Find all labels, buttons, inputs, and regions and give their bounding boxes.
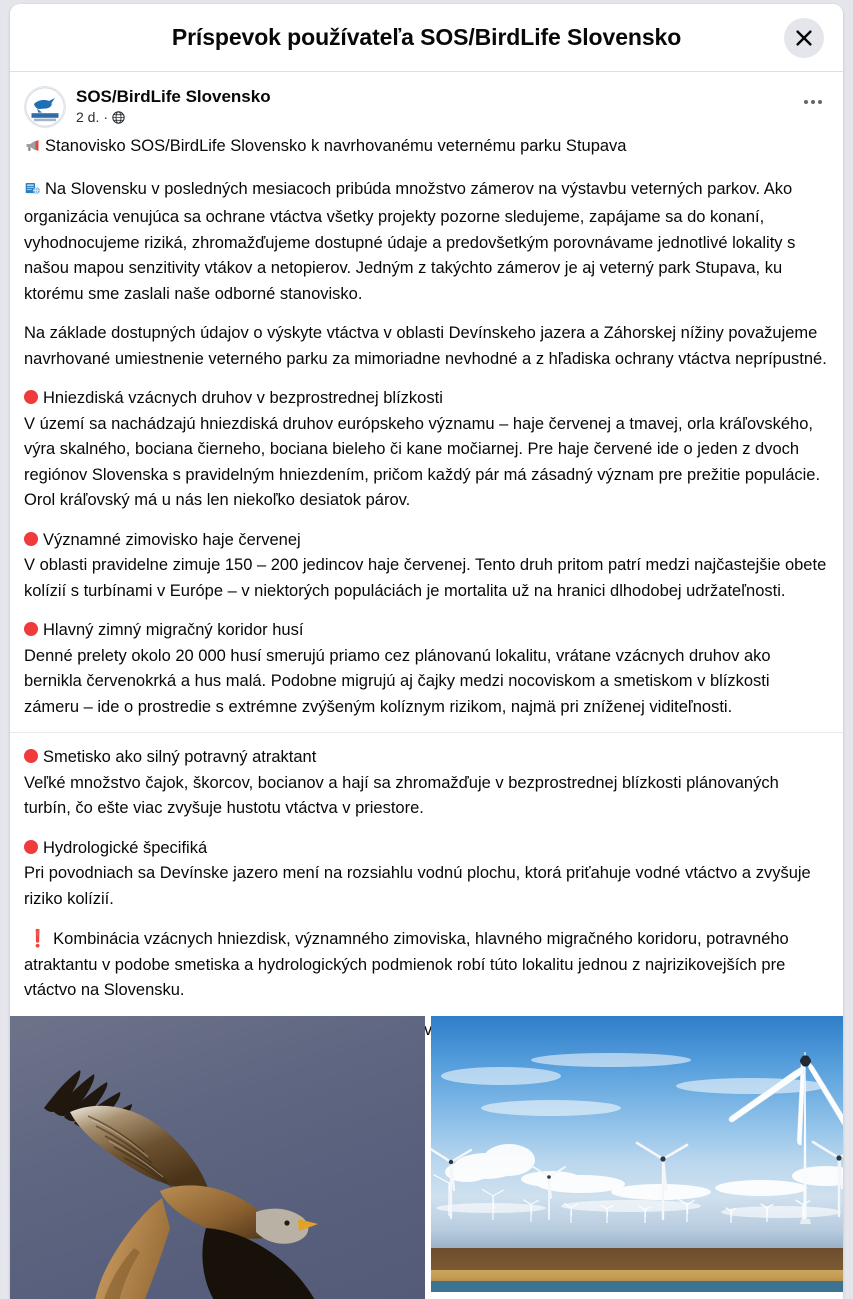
paragraph-intro	[24, 177, 829, 308]
section-heading-text: Hniezdiská vzácnych druhov v bezprostrednej blízkosti	[43, 389, 443, 407]
photo-wind-farm[interactable]	[431, 1016, 843, 1292]
red-circle-emoji	[24, 390, 38, 404]
section-body-wintering: V oblasti pravidelne zimuje 150 – 200 jedincov haje červenej. Tento druh pritom patrí medzi najčastejšie obete kolízií s turbínami v Európe – v niektorých populáciách je mortalita už na hranici dlhodobej udržateľnosti.	[24, 556, 827, 600]
paragraph-headline-text: Stanovisko SOS/BirdLife Slovensko k navrhovanému veternému parku Stupava	[45, 137, 627, 155]
section-heading-text: Smetisko ako silný potravný atraktant	[43, 748, 317, 766]
more-options-icon[interactable]	[795, 84, 831, 120]
megaphone-emoji	[24, 137, 41, 163]
red-circle-emoji	[24, 622, 38, 636]
section-body-corridor: Denné prelety okolo 20 000 husí smerujú priamo cez plánovanú lokalitu, vrátane vzácnych druhov ako bernikla červenokrká a hus malá. Podobne migrujú aj čajky medzi nocoviskom a smetiskom v blízkosti zámeru – ide o prostredie s extrémne zvýšeným kolíznym rizikom, najmä pri zníženej viditeľnosti.	[24, 646, 771, 716]
content-divider	[10, 732, 843, 733]
menu-dot	[818, 100, 822, 104]
post-meta-line	[76, 108, 271, 126]
post-timestamp[interactable]: 2 d.	[76, 109, 100, 125]
post-header	[10, 72, 843, 128]
author-name[interactable]: SOS/BirdLife Slovensko	[76, 87, 271, 106]
post-photo-grid	[10, 1016, 843, 1299]
wind-turbines-illustration	[431, 1016, 843, 1292]
red-circle-emoji	[24, 840, 38, 854]
newspaper-emoji	[24, 180, 41, 206]
red-circle-emoji	[24, 532, 38, 546]
avatar[interactable]	[24, 86, 66, 128]
section-heading-text: Hlavný zimný migračný koridor husí	[43, 621, 304, 639]
paragraph-conclusion	[24, 926, 829, 1004]
menu-dot	[811, 100, 815, 104]
paragraph-assessment-text: Na základe dostupných údajov o výskyte vtáctva v oblasti Devínskeho jazera a Záhorskej nížiny považujeme navrhované umiestnenie veterného parku za mimoriadne nevhodné a z hľadiska ochrany vtáctva neprípustné.	[24, 324, 827, 368]
red-circle-emoji	[24, 749, 38, 763]
section-heading-text: Hydrologické špecifiká	[43, 838, 208, 857]
section-body-nesting: V území sa nachádzajú hniezdiská druhov európskeho významu – haje červenej a tmavej, orla kráľovského, výra skalného, bociana čierneho, bociana bieleho či kane močiarnej. Pre haje červené ide o jeden z dvoch regiónov Slovenska s pravidelným hniezdením, pričom každý pár má zásadný význam pre prežitie populácie. Orol kráľovský má u nás len niekoľko desiatok párov.	[24, 414, 821, 509]
post-dialog	[10, 4, 843, 1299]
poster-meta	[76, 86, 271, 126]
red-kite-illustration	[10, 1016, 425, 1299]
close-button[interactable]	[784, 18, 824, 58]
paragraph-headline	[24, 134, 829, 163]
globe-icon[interactable]	[112, 111, 125, 124]
section-heading-landfill	[24, 745, 829, 771]
close-icon	[794, 28, 814, 48]
section-heading-wintering	[24, 528, 829, 554]
section-heading-text: Významné zimovisko haje červenej	[43, 530, 301, 549]
windfarm-bottom-strip	[431, 1281, 843, 1292]
page-title: Príspevok používateľa SOS/BirdLife Slovensko	[171, 24, 682, 50]
meta-separator: ·	[103, 109, 109, 125]
hero-turbine	[729, 1052, 843, 1224]
exclamation-emoji: ❗	[27, 929, 49, 948]
paragraph-assessment	[24, 321, 829, 372]
post-body	[10, 128, 843, 1046]
section-body-hydrology: Pri povodniach sa Devínske jazero mení na rozsiahlu vodnú plochu, ktorá priťahuje vodné vtáctvo a zvyšuje riziko kolízií.	[24, 864, 811, 908]
paragraph-conclusion-text: Kombinácia vzácnych hniezdisk, významného zimoviska, hlavného migračného koridoru, potravného atraktantu v podobe smetiska a hydrologických podmienok robí túto lokalitu jednou z najrizikovejších pre vtáctvo na Slovensku.	[24, 930, 789, 999]
photo-red-kite[interactable]	[10, 1016, 425, 1299]
section-body-landfill: Veľké množstvo čajok, škorcov, bocianov a hají sa zhromažďuje v bezprostrednej blízkosti plánovaných turbín, čo ešte viac zvyšuje hustotu vtáctva v priestore.	[24, 773, 779, 817]
paragraph-intro-text: Na Slovensku v posledných mesiacoch pribúda množstvo zámerov na výstavbu veterných parkov. Ako organizácia venujúca sa ochrane vtáctva všetky projekty pozorne sledujeme, zapájame sa do konaní, vyhodnocujeme riziká, zhromažďujeme dostupné údaje a predovšetkým porovnávame jednotlivé lokality s našou mapou senzitivity vtákov a netopierov. Jedným z takýchto zámerov je aj veterný park Stupava, ku ktorému sme zaslali naše odborné stanovisko.	[24, 179, 796, 303]
menu-dot	[804, 100, 808, 104]
bird-logo-icon	[25, 87, 65, 127]
section-heading-nesting	[24, 386, 829, 412]
section-heading-hydrology	[24, 836, 829, 862]
dialog-header	[10, 4, 843, 72]
section-heading-corridor	[24, 618, 829, 644]
